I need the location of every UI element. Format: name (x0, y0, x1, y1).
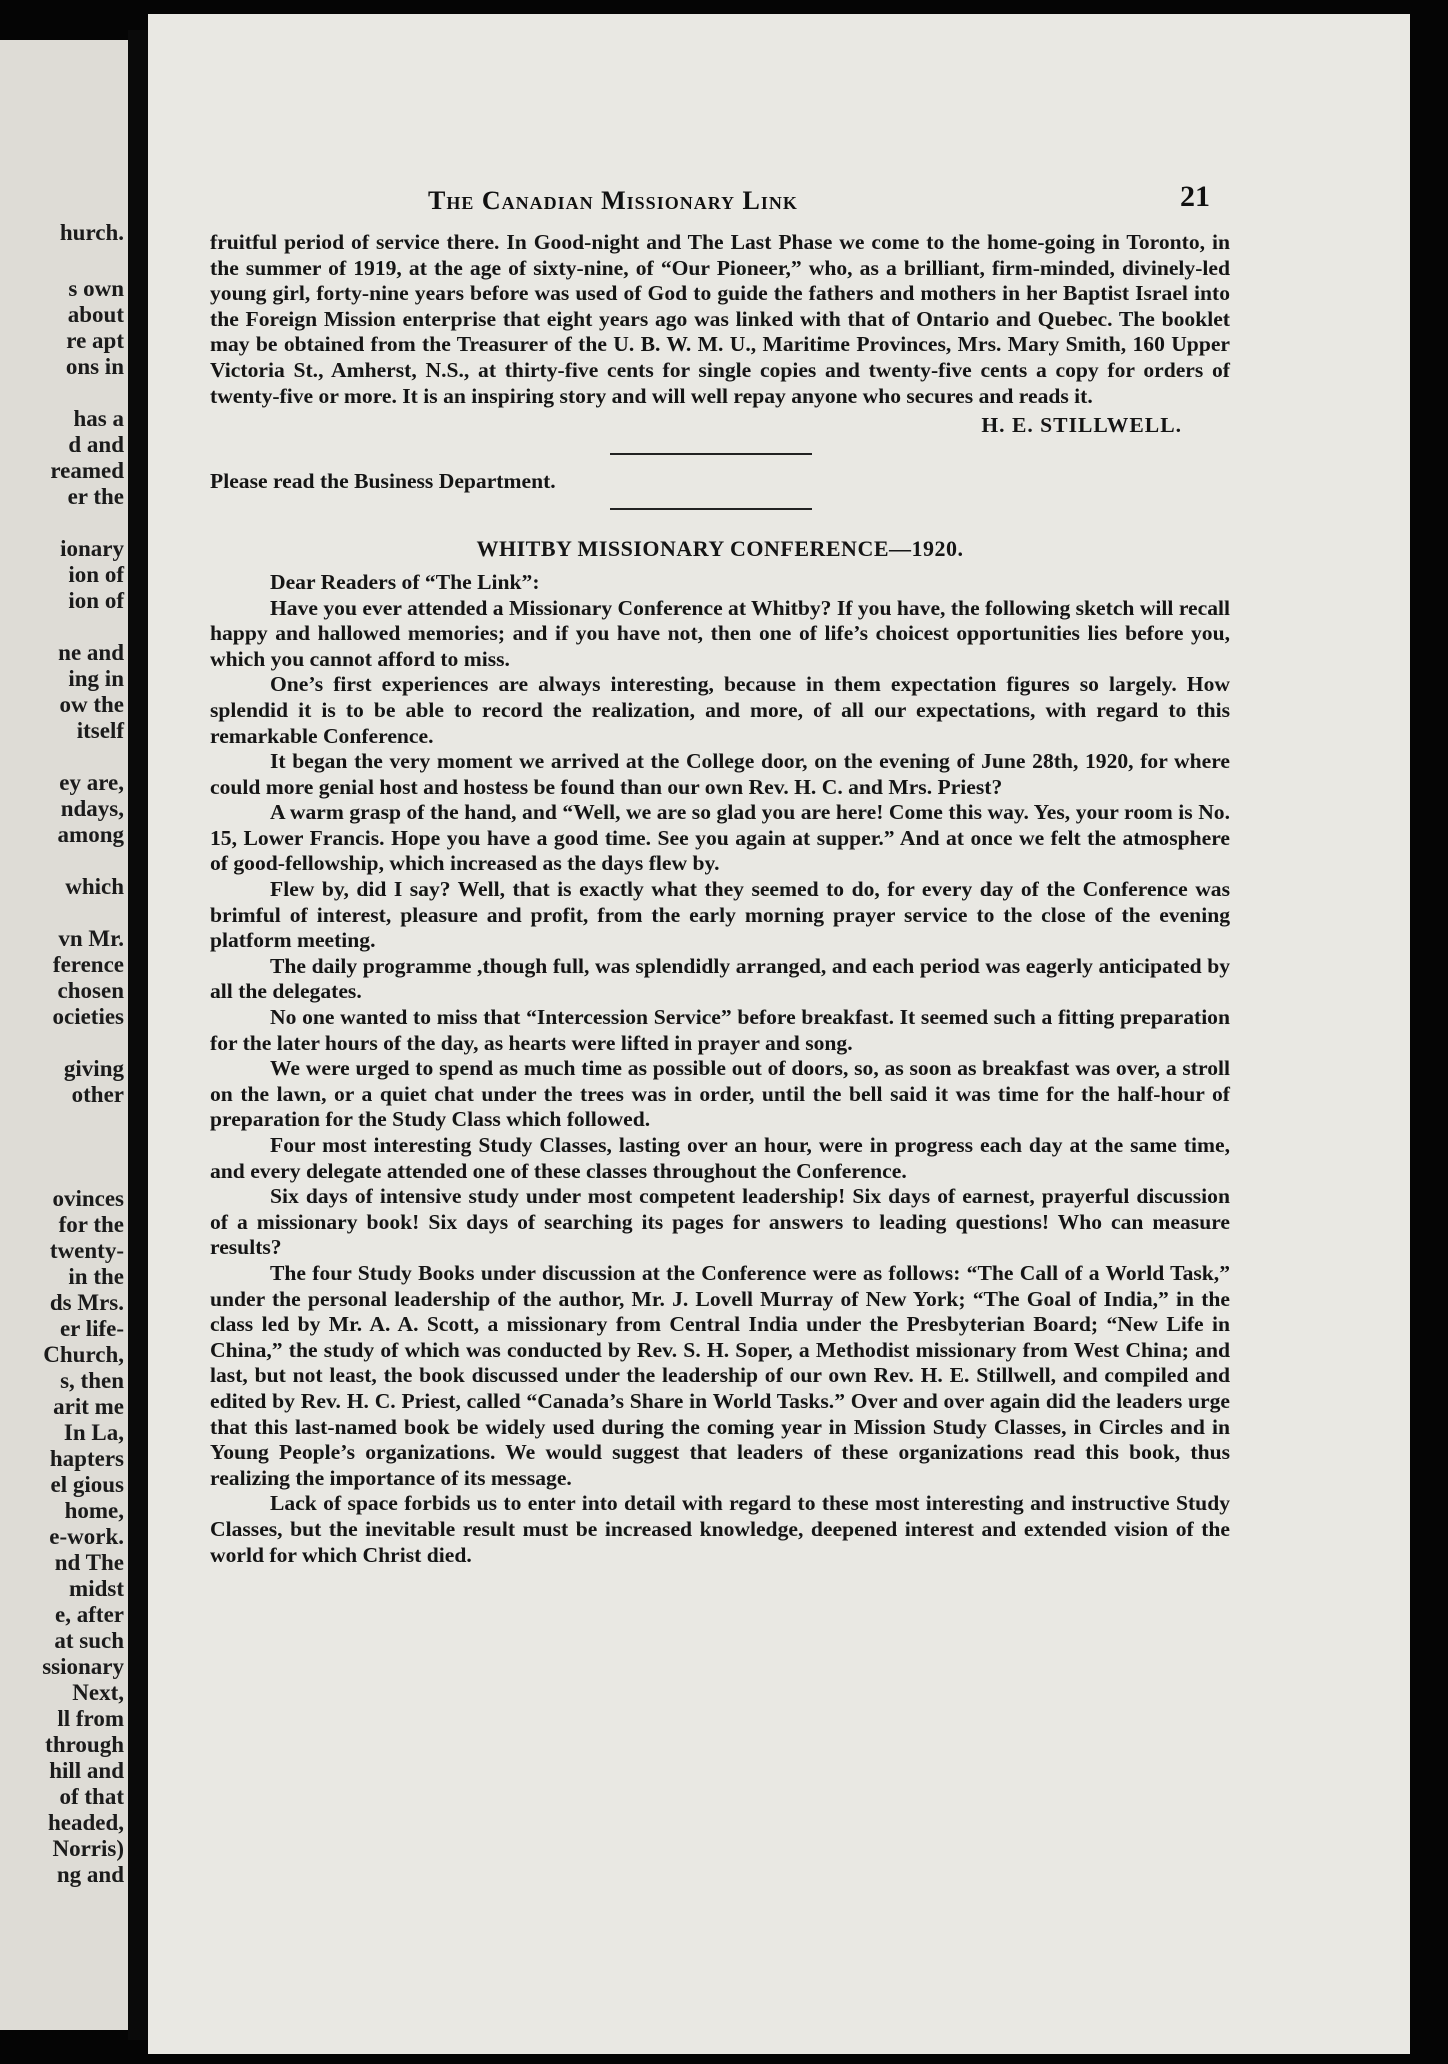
facing-page-fragment: home, (64, 1498, 124, 1523)
business-notice: Please read the Business Department. (210, 468, 556, 493)
page-header (148, 180, 1410, 220)
facing-page-fragment: hill and (49, 1758, 124, 1783)
facing-page-fragment: ow the (59, 692, 124, 717)
page-content (210, 230, 1230, 1568)
facing-page-fragment: ovinces (52, 1186, 124, 1211)
facing-page-fragment: of that (59, 1784, 124, 1809)
article-paragraph: One’s first experiences are always interesting, because in them expectation figures so largely. How splendid it is to be able to record the realization, and more, of all our expectations, with regard to this remarkable Conference. (210, 672, 1230, 748)
facing-page-fragment: e, after (55, 1602, 124, 1627)
facing-page-fragment: reamed (50, 458, 124, 483)
facing-page-edge (0, 40, 130, 2030)
facing-page-fragment: ssionary (42, 1654, 124, 1679)
page (148, 14, 1410, 2054)
facing-page-fragment: which (65, 874, 124, 899)
facing-page-fragment: ng and (56, 1862, 124, 1887)
facing-page-fragment: hurch. (59, 220, 124, 245)
facing-page-fragment: Church, (43, 1342, 124, 1367)
facing-page-fragment: ds Mrs. (49, 1290, 124, 1315)
facing-page-fragment: through (45, 1732, 124, 1757)
article-continuation-paragraph: fruitful period of service there. In Good-night and The Last Phase we come to the home-going in Toronto, in the summer of 1919, at the age of sixty-nine, of “Our Pioneer,” who, as a brilliant, firm-minded, divinely-led young girl, forty-nine years before was used of God to guide the fathers and mothers in her Baptist Israel into the Foreign Mission enterprise that eight years ago was linked with that of Ontario and Quebec. The booklet may be obtained from the Treasurer of the U. B. W. M. U., Maritime Provinces, Mrs. Mary Smith, 160 Upper Victoria St., Amherst, N.S., at thirty-five cents for single copies and twenty-five cents a copy for orders of twenty-five or more. It is an inspiring story and will well repay anyone who secures and reads it. (210, 230, 1230, 408)
facing-page-fragment: ndays, (60, 796, 124, 821)
article-paragraph: We were urged to spend as much time as possible out of doors, so, as soon as breakfast was over, a stroll on the lawn, or a quiet chat under the trees was in order, until the bell said it was time for the half-hour of preparation for the Study Class which followed. (210, 1056, 1230, 1132)
facing-page-fragment: has a (73, 406, 124, 431)
facing-page-fragment: other (71, 1082, 124, 1107)
facing-page-fragment: ion of (68, 588, 124, 613)
facing-page-fragment: d and (68, 432, 124, 457)
facing-page-fragment: Next, (72, 1680, 124, 1705)
salutation: Dear Readers of “The Link”: (270, 569, 540, 594)
facing-page-fragment: itself (76, 718, 124, 743)
facing-page-fragment: ing in (68, 666, 124, 691)
facing-page-fragment: re apt (66, 328, 124, 353)
facing-page-fragment: chosen (57, 978, 124, 1003)
facing-page-fragment: twenty- (49, 1238, 124, 1263)
facing-page-fragment: el gious (50, 1472, 124, 1497)
divider-rule (610, 508, 812, 510)
facing-page-fragment: ey are, (59, 770, 124, 795)
facing-page-fragment: ion of (68, 562, 124, 587)
facing-page-fragment: giving (63, 1056, 124, 1081)
facing-page-fragment: about (67, 302, 124, 327)
article-paragraph: Four most interesting Study Classes, lasting over an hour, were in progress each day at the same time, and every delegate attended one of these classes throughout the Conference. (210, 1133, 1230, 1183)
article-paragraph: The daily programme ,though full, was splendidly arranged, and each period was eagerly anticipated by all the delegates. (210, 953, 1230, 1004)
facing-page-fragment: arit me (53, 1394, 124, 1419)
article-paragraph: It began the very moment we arrived at the College door, on the evening of June 28th, 1920, for where could more genial host and hostess be found than our own Rev. H. C. and Mrs. Priest? (210, 749, 1230, 799)
facing-page-fragment: ionary (60, 536, 124, 561)
article-paragraph: Lack of space forbids us to enter into detail with regard to these most interesting and instructive Study Classes, but the inevitable result must be increased knowledge, deepened interest and extended vision of the world for which Christ died. (210, 1491, 1230, 1567)
article-signature: H. E. STILLWELL. (981, 413, 1182, 438)
facing-page-fragment: s own (68, 276, 124, 301)
article-paragraph: Flew by, did I say? Well, that is exactly what they seemed to do, for every day of the Conference was brimful of interest, pleasure and profit, from the early morning prayer service to the close of the evening platform meeting. (210, 877, 1230, 953)
facing-page-fragment: for the (58, 1212, 124, 1237)
article-paragraph: A warm grasp of the hand, and “Well, we are so glad you are here! Come this way. Yes, your room is No. 15, Lower Francis. Hope you have a good time. See you again at supper.” And at once we felt the atmosphere of good-fellowship, which increased as the days flew by. (210, 800, 1230, 876)
facing-page-fragment: vn Mr. (58, 926, 124, 951)
facing-page-fragment: In La, (63, 1420, 124, 1445)
article-paragraph: Six days of intensive study under most competent leadership! Six days of earnest, prayerful discussion of a missionary book! Six days of searching its pages for answers to leading questions! Who can measure results? (210, 1184, 1230, 1260)
article-paragraph: The four Study Books under discussion at the Conference were as follows: “The Call of a World Task,” under the personal leadership of the author, Mr. J. Lovell Murray of New York; “The Goal of India,” in the class led by Mr. A. A. Scott, a missionary from Central India under the Presbyterian Board; “New Life in China,” the study of which was conducted by Rev. S. H. Soper, a Methodist missionary from West China; and last, but not least, the book discussed under the leadership of our own Rev. H. E. Stillwell, and compiled and edited by Rev. H. C. Priest, called “Canada’s Share in World Tasks.” Over and over again did the leaders urge that this last-named book be widely used during the coming year in Mission Study Classes, in Circles and in Young People’s organizations. We would suggest that leaders of these organizations read this book, thus realizing the importance of its message. (210, 1260, 1230, 1490)
facing-page-fragment: nd The (54, 1550, 124, 1575)
facing-page-fragment: ons in (65, 354, 124, 379)
facing-page-fragment: s, then (60, 1368, 124, 1393)
facing-page-fragment: Norris) (52, 1836, 124, 1861)
facing-page-fragment: at such (54, 1628, 124, 1653)
divider-rule (610, 453, 812, 455)
running-title: The Canadian Missionary Link (428, 186, 798, 215)
facing-page-fragment: er the (67, 484, 124, 509)
article-heading: WHITBY MISSIONARY CONFERENCE—1920. (476, 536, 964, 562)
facing-page-fragment: ference (52, 952, 124, 977)
facing-page-fragment: hapters (49, 1446, 124, 1471)
facing-page-fragment: among (57, 822, 124, 847)
facing-page-fragment: ll from (57, 1706, 124, 1731)
facing-page-fragment: ocieties (52, 1004, 124, 1029)
facing-page-fragment: headed, (47, 1810, 124, 1835)
facing-page-fragment: er life- (59, 1316, 124, 1341)
facing-page-fragment: midst (69, 1576, 124, 1601)
article-paragraph: No one wanted to miss that “Intercession Service” before breakfast. It seemed such a fitting preparation for the later hours of the day, as hearts were lifted in prayer and song. (210, 1005, 1230, 1055)
page-number: 21 (1180, 180, 1210, 213)
facing-page-fragment: e-work. (49, 1524, 124, 1549)
facing-page-fragment: ne and (58, 640, 124, 665)
facing-page-fragment: in the (68, 1264, 124, 1289)
article-paragraph: Have you ever attended a Missionary Conference at Whitby? If you have, the following sketch will recall happy and hallowed memories; and if you have not, then one of life’s choicest opportunities lies before you, which you cannot afford to miss. (210, 595, 1230, 671)
